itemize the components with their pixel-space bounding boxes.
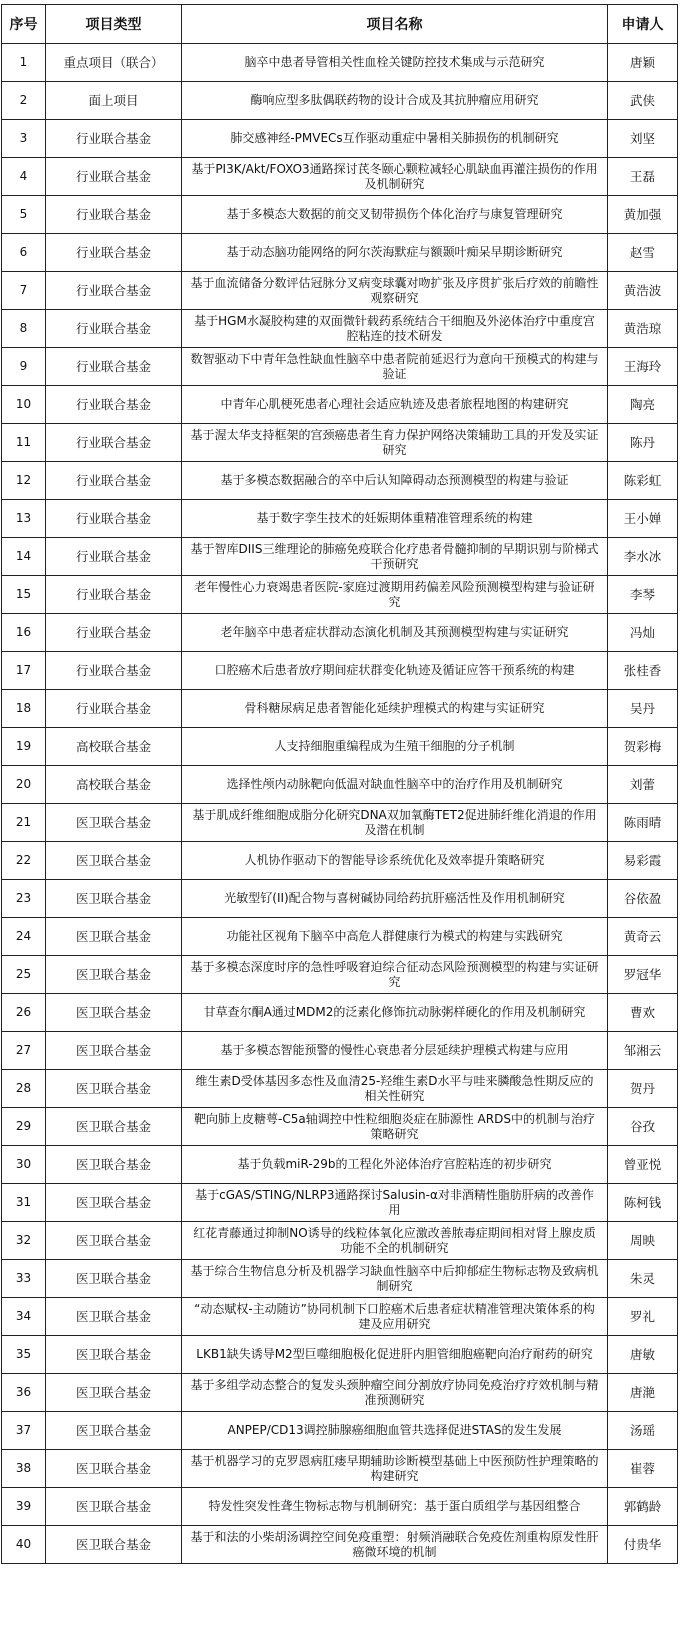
serial-number-cell: 20 [2,766,46,804]
table-body [2,44,678,1564]
project-name-cell: 基于综合生物信息分析及机器学习缺血性脑卒中后抑郁症生物标志物及致病机制研究 [182,1260,608,1298]
project-name-cell: 基于负载miR-29b的工程化外泌体治疗宫腔粘连的初步研究 [182,1146,608,1184]
project-type-cell: 医卫联合基金 [46,1260,182,1298]
serial-number-cell: 8 [2,310,46,348]
applicant-cell: 李琴 [608,576,678,614]
serial-number-cell: 19 [2,728,46,766]
project-type-cell: 行业联合基金 [46,538,182,576]
applicant-cell: 张桂香 [608,652,678,690]
applicant-cell: 罗礼 [608,1298,678,1336]
project-name-cell: 基于PI3K/Akt/FOXO3通路探讨芪冬颐心颗粒减轻心肌缺血再灌注损伤的作用及机制研究 [182,158,608,196]
project-name-cell: 靶向肺上皮糖萼-C5a轴调控中性粒细胞炎症在肺源性 ARDS中的机制与治疗策略研究 [182,1108,608,1146]
project-name-cell: 基于智库DIIS三维理论的肺癌免疫联合化疗患者骨髓抑制的早期识别与阶梯式干预研究 [182,538,608,576]
project-type-cell: 医卫联合基金 [46,1298,182,1336]
project-name-cell: 数智驱动下中青年急性缺血性脑卒中患者院前延迟行为意向干预模式的构建与验证 [182,348,608,386]
serial-number-cell: 17 [2,652,46,690]
table-row [2,44,678,82]
serial-number-cell: 36 [2,1374,46,1412]
serial-number-cell: 4 [2,158,46,196]
project-name-cell: 酶响应型多肽偶联药物的设计合成及其抗肿瘤应用研究 [182,82,608,120]
serial-number-cell: 23 [2,880,46,918]
project-type-cell: 行业联合基金 [46,424,182,462]
project-name-cell: 人机协作驱动下的智能导诊系统优化及效率提升策略研究 [182,842,608,880]
serial-number-cell: 30 [2,1146,46,1184]
serial-number-cell: 1 [2,44,46,82]
project-type-cell: 医卫联合基金 [46,1526,182,1564]
applicant-cell: 黄浩琼 [608,310,678,348]
table-row [2,652,678,690]
project-name-cell: 基于HGM水凝胶构建的双面微针载药系统结合干细胞及外泌体治疗中重度宫腔粘连的技术研发 [182,310,608,348]
serial-number-cell: 38 [2,1450,46,1488]
table-row [2,272,678,310]
serial-number-cell: 11 [2,424,46,462]
serial-number-cell: 16 [2,614,46,652]
project-name-cell: 维生素D受体基因多态性及血清25-羟维生素D水平与哇来膦酸急性期反应的相关性研究 [182,1070,608,1108]
project-name-cell: 基于cGAS/STING/NLRP3通路探讨Salusin-α对非酒精性脂肪肝病的改善作用 [182,1184,608,1222]
applicant-cell: 陈丹 [608,424,678,462]
serial-number-cell: 28 [2,1070,46,1108]
project-type-cell: 医卫联合基金 [46,918,182,956]
applicant-cell: 唐敏 [608,1336,678,1374]
project-type-cell: 医卫联合基金 [46,804,182,842]
serial-number-cell: 10 [2,386,46,424]
table-row [2,1070,678,1108]
applicant-cell: 唐颖 [608,44,678,82]
applicant-cell: 罗冠华 [608,956,678,994]
project-type-cell: 医卫联合基金 [46,842,182,880]
project-type-cell: 行业联合基金 [46,310,182,348]
applicant-cell: 付贵华 [608,1526,678,1564]
table-row [2,386,678,424]
project-name-cell: 基于机器学习的克罗恩病肛瘘早期辅助诊断模型基础上中医预防性护理策略的构建研究 [182,1450,608,1488]
serial-number-cell: 31 [2,1184,46,1222]
project-name-cell: 基于多组学动态整合的复发头颈肿瘤空间分割放疗协同免疫治疗疗效机制与精准预测研究 [182,1374,608,1412]
project-type-cell: 行业联合基金 [46,690,182,728]
applicant-cell: 刘蕾 [608,766,678,804]
serial-number-cell: 33 [2,1260,46,1298]
table-row [2,576,678,614]
project-name-cell: 中青年心肌梗死患者心理社会适应轨迹及患者旅程地图的构建研究 [182,386,608,424]
applicant-cell: 陈彩虹 [608,462,678,500]
table-row [2,500,678,538]
project-type-cell: 重点项目（联合） [46,44,182,82]
table-row [2,766,678,804]
table-header [2,5,678,44]
project-type-cell: 医卫联合基金 [46,1222,182,1260]
table-row [2,690,678,728]
table-row [2,1450,678,1488]
serial-number-cell: 39 [2,1488,46,1526]
applicant-cell: 赵雪 [608,234,678,272]
table-row [2,1146,678,1184]
project-type-cell: 医卫联合基金 [46,1184,182,1222]
project-name-cell: 甘草查尔酮A通过MDM2的泛素化修饰抗动脉粥样硬化的作用及机制研究 [182,994,608,1032]
table-row [2,348,678,386]
project-name-cell: 基于血流储备分数评估冠脉分叉病变球囊对吻扩张及序贯扩张后疗效的前瞻性观察研究 [182,272,608,310]
table-row [2,120,678,158]
applicant-cell: 朱灵 [608,1260,678,1298]
serial-number-cell: 7 [2,272,46,310]
project-type-cell: 医卫联合基金 [46,994,182,1032]
project-type-cell: 行业联合基金 [46,652,182,690]
header-serial-number: 序号 [2,5,46,44]
applicant-cell: 陶亮 [608,386,678,424]
project-name-cell: 骨科糖尿病足患者智能化延续护理模式的构建与实证研究 [182,690,608,728]
applicant-cell: 贺丹 [608,1070,678,1108]
project-name-cell: 老年慢性心力衰竭患者医院-家庭过渡期用药偏差风险预测模型构建与验证研究 [182,576,608,614]
project-type-cell: 高校联合基金 [46,728,182,766]
project-name-cell: 功能社区视角下脑卒中高危人群健康行为模式的构建与实践研究 [182,918,608,956]
table-row [2,1260,678,1298]
serial-number-cell: 32 [2,1222,46,1260]
project-name-cell: 光敏型钌(II)配合物与喜树碱协同给药抗肝癌活性及作用机制研究 [182,880,608,918]
project-type-cell: 医卫联合基金 [46,1336,182,1374]
applicant-cell: 贺彩梅 [608,728,678,766]
table-row [2,234,678,272]
table-row [2,1032,678,1070]
project-name-cell: 红花青藤通过抑制NO诱导的线粒体氧化应激改善脓毒症期间相对肾上腺皮质功能不全的机制研究 [182,1222,608,1260]
table-row [2,918,678,956]
table-row [2,994,678,1032]
project-type-cell: 行业联合基金 [46,158,182,196]
table-row [2,728,678,766]
serial-number-cell: 13 [2,500,46,538]
project-name-cell: 口腔癌术后患者放疗期间症状群变化轨迹及循证应答干预系统的构建 [182,652,608,690]
project-name-cell: ANPEP/CD13调控肺腺癌细胞血管共选择促进STAS的发生发展 [182,1412,608,1450]
applicant-cell: 黄奇云 [608,918,678,956]
applicant-cell: 冯灿 [608,614,678,652]
applicant-cell: 陈柯钱 [608,1184,678,1222]
table-row [2,842,678,880]
serial-number-cell: 37 [2,1412,46,1450]
project-name-cell: 特发性突发性聋生物标志物与机制研究：基于蛋白质组学与基因组整合 [182,1488,608,1526]
project-type-cell: 高校联合基金 [46,766,182,804]
table-row [2,956,678,994]
table-row [2,1222,678,1260]
table-row [2,424,678,462]
applicant-cell: 黄加强 [608,196,678,234]
project-type-cell: 医卫联合基金 [46,1146,182,1184]
serial-number-cell: 21 [2,804,46,842]
table-row [2,1336,678,1374]
serial-number-cell: 15 [2,576,46,614]
table-row [2,1184,678,1222]
header-row [2,5,678,44]
serial-number-cell: 35 [2,1336,46,1374]
project-name-cell: 基于和法的小柴胡汤调控空间免疫重塑：射频消融联合免疫佐剂重构原发性肝癌微环境的机制 [182,1526,608,1564]
applicant-cell: 曹欢 [608,994,678,1032]
applicant-cell: 黄浩波 [608,272,678,310]
serial-number-cell: 18 [2,690,46,728]
applicant-cell: 李水冰 [608,538,678,576]
table-row [2,158,678,196]
applicant-cell: 周映 [608,1222,678,1260]
project-name-cell: 基于多模态数据融合的卒中后认知障碍动态预测模型的构建与验证 [182,462,608,500]
serial-number-cell: 26 [2,994,46,1032]
project-name-cell: 基于渥太华支持框架的宫颈癌患者生育力保护网络决策辅助工具的开发及实证研究 [182,424,608,462]
serial-number-cell: 3 [2,120,46,158]
serial-number-cell: 29 [2,1108,46,1146]
project-name-cell: LKB1缺失诱导M2型巨噬细胞极化促进肝内胆管细胞癌靶向治疗耐药的研究 [182,1336,608,1374]
project-name-cell: 老年脑卒中患者症状群动态演化机制及其预测模型构建与实证研究 [182,614,608,652]
project-name-cell: 人支持细胞重编程成为生殖干细胞的分子机制 [182,728,608,766]
table-row [2,462,678,500]
project-name-cell: 基于多模态智能预警的慢性心衰患者分层延续护理模式构建与应用 [182,1032,608,1070]
project-type-cell: 行业联合基金 [46,462,182,500]
applicant-cell: 汤瑶 [608,1412,678,1450]
project-type-cell: 行业联合基金 [46,120,182,158]
table-row [2,1526,678,1564]
project-type-cell: 医卫联合基金 [46,1450,182,1488]
serial-number-cell: 27 [2,1032,46,1070]
project-table [1,4,678,1564]
serial-number-cell: 2 [2,82,46,120]
applicant-cell: 吴丹 [608,690,678,728]
serial-number-cell: 34 [2,1298,46,1336]
project-type-cell: 医卫联合基金 [46,956,182,994]
header-project-type: 项目类型 [46,5,182,44]
applicant-cell: 谷依盈 [608,880,678,918]
project-type-cell: 行业联合基金 [46,386,182,424]
project-type-cell: 医卫联合基金 [46,1374,182,1412]
project-name-cell: 基于动态脑功能网络的阿尔茨海默症与额颞叶痴呆早期诊断研究 [182,234,608,272]
applicant-cell: 易彩霞 [608,842,678,880]
header-project-name: 项目名称 [182,5,608,44]
project-type-cell: 行业联合基金 [46,348,182,386]
project-type-cell: 面上项目 [46,82,182,120]
applicant-cell: 王磊 [608,158,678,196]
serial-number-cell: 24 [2,918,46,956]
table-row [2,1412,678,1450]
applicant-cell: 曾亚悦 [608,1146,678,1184]
project-type-cell: 行业联合基金 [46,234,182,272]
project-type-cell: 医卫联合基金 [46,1412,182,1450]
project-name-cell: “动态赋权-主动随访”协同机制下口腔癌术后患者症状精准管理决策体系的构建及应用研究 [182,1298,608,1336]
project-name-cell: 肺交感神经-PMVECs互作驱动重症中暑相关肺损伤的机制研究 [182,120,608,158]
serial-number-cell: 9 [2,348,46,386]
applicant-cell: 郭鹤龄 [608,1488,678,1526]
table-row [2,880,678,918]
project-type-cell: 医卫联合基金 [46,1108,182,1146]
applicant-cell: 王小婵 [608,500,678,538]
table-row [2,614,678,652]
applicant-cell: 刘坚 [608,120,678,158]
table-row [2,1298,678,1336]
project-type-cell: 医卫联合基金 [46,880,182,918]
serial-number-cell: 6 [2,234,46,272]
applicant-cell: 邹湘云 [608,1032,678,1070]
applicant-cell: 王海玲 [608,348,678,386]
table-row [2,538,678,576]
project-type-cell: 行业联合基金 [46,576,182,614]
project-name-cell: 基于多模态大数据的前交叉韧带损伤个体化治疗与康复管理研究 [182,196,608,234]
serial-number-cell: 22 [2,842,46,880]
applicant-cell: 崔蓉 [608,1450,678,1488]
table-row [2,1488,678,1526]
project-name-cell: 脑卒中患者导管相关性血栓关键防控技术集成与示范研究 [182,44,608,82]
applicant-cell: 陈雨晴 [608,804,678,842]
header-applicant: 申请人 [608,5,678,44]
project-name-cell: 基于数字孪生技术的妊娠期体重精准管理系统的构建 [182,500,608,538]
project-type-cell: 医卫联合基金 [46,1070,182,1108]
project-type-cell: 行业联合基金 [46,196,182,234]
serial-number-cell: 14 [2,538,46,576]
applicant-cell: 谷孜 [608,1108,678,1146]
project-type-cell: 行业联合基金 [46,500,182,538]
project-name-cell: 基于多模态深度时序的急性呼吸窘迫综合征动态风险预测模型的构建与实证研究 [182,956,608,994]
serial-number-cell: 12 [2,462,46,500]
table-row [2,1108,678,1146]
serial-number-cell: 5 [2,196,46,234]
table-row [2,196,678,234]
table-row [2,82,678,120]
project-type-cell: 行业联合基金 [46,272,182,310]
serial-number-cell: 25 [2,956,46,994]
project-type-cell: 医卫联合基金 [46,1032,182,1070]
project-type-cell: 医卫联合基金 [46,1488,182,1526]
project-name-cell: 选择性颅内动脉靶向低温对缺血性脑卒中的治疗作用及机制研究 [182,766,608,804]
table-row [2,1374,678,1412]
applicant-cell: 唐滟 [608,1374,678,1412]
serial-number-cell: 40 [2,1526,46,1564]
table-row [2,804,678,842]
applicant-cell: 武侠 [608,82,678,120]
project-name-cell: 基于肌成纤维细胞成脂分化研究DNA双加氧酶TET2促进肺纤维化消退的作用及潜在机制 [182,804,608,842]
table-row [2,310,678,348]
project-type-cell: 行业联合基金 [46,614,182,652]
